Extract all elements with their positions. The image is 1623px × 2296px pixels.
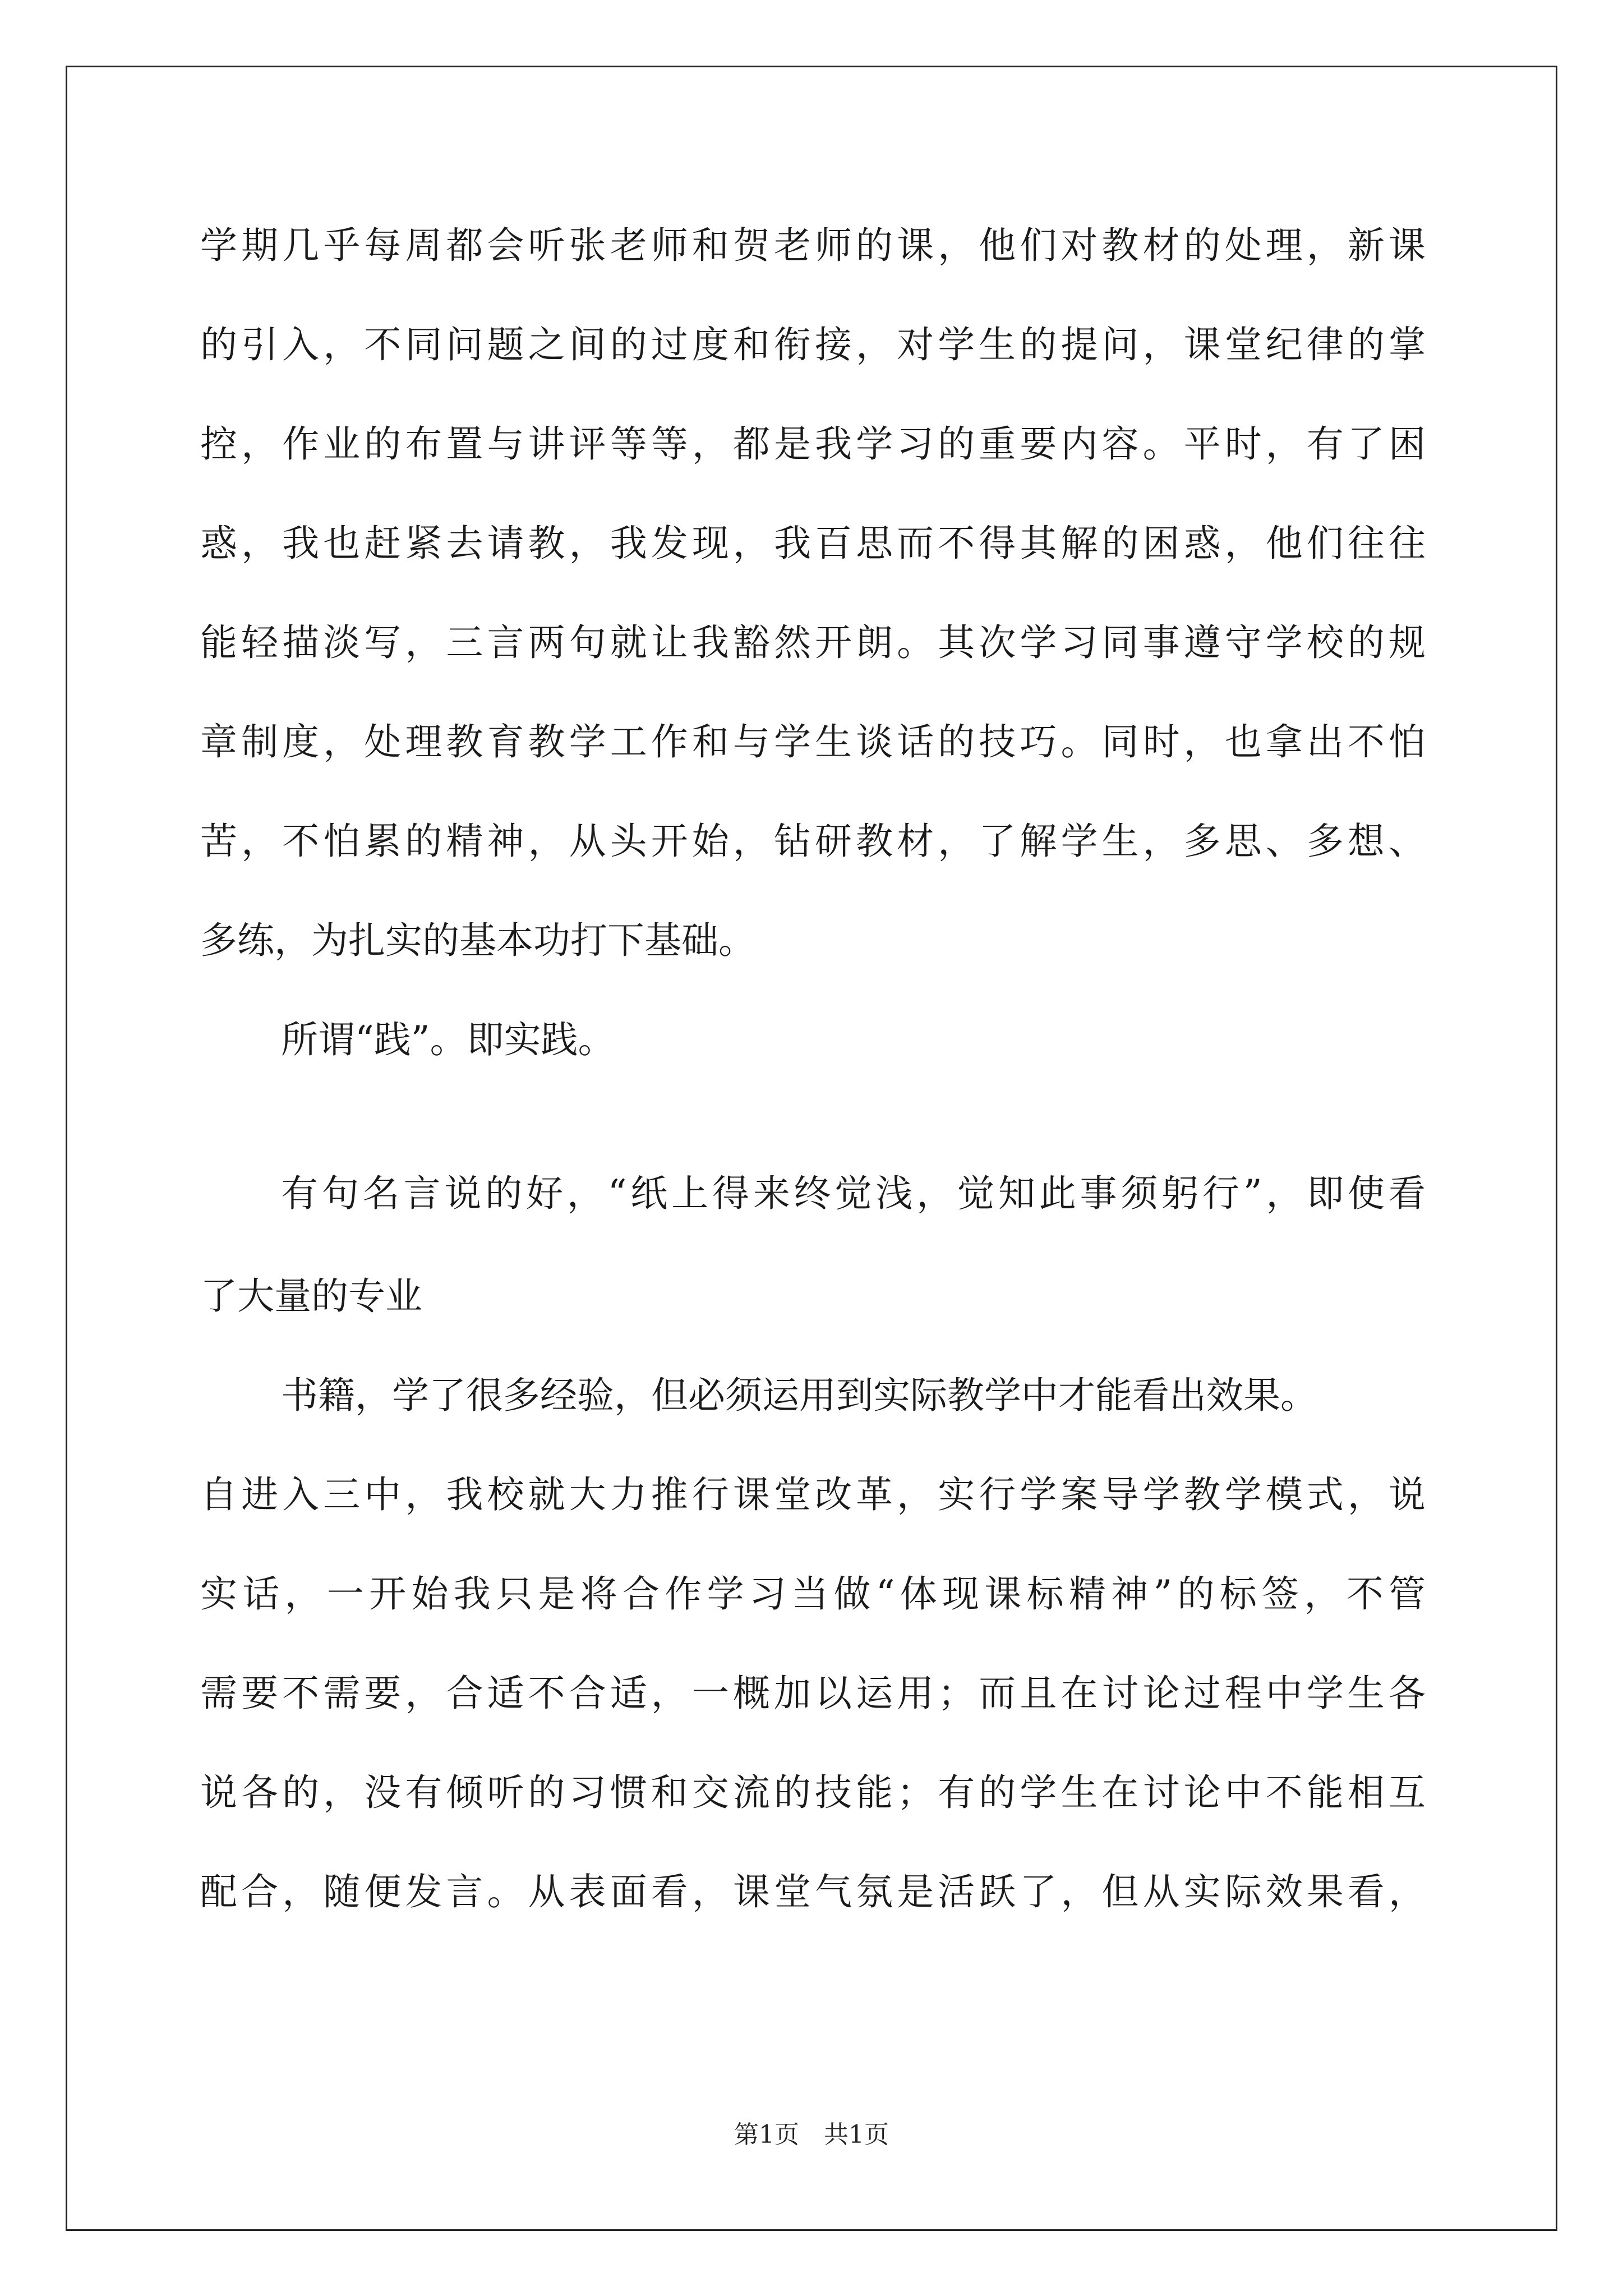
paragraph-line: 了大量的专业 bbox=[200, 1274, 422, 1318]
paragraph-line: 能轻描淡写，三言两句就让我豁然开朗。其次学习同事遵守学校的规 bbox=[200, 621, 1426, 664]
paragraph-line: 惑，我也赶紧去请教，我发现，我百思而不得其解的困惑，他们往往 bbox=[200, 522, 1426, 565]
paragraph-line: 苦，不怕累的精神，从头开始，钻研教材，了解学生，多思、多想、 bbox=[200, 820, 1426, 863]
paragraph-line: 需要不需要，合适不合适，一概加以运用；而且在讨论过程中学生各 bbox=[200, 1672, 1426, 1715]
paragraph-line: 所谓“践”。即实践。 bbox=[281, 1018, 615, 1061]
page-footer: 第1页 共1页 bbox=[734, 2120, 889, 2149]
paragraph-line: 学期几乎每周都会听张老师和贺老师的课，他们对教材的处理，新课 bbox=[200, 224, 1426, 267]
paragraph-line: 配合，随便发言。从表面看，课堂气氛是活跃了，但从实际效果看， bbox=[200, 1870, 1426, 1913]
paragraph-line: 有句名言说的好，“纸上得来终觉浅，觉知此事须躬行”，即使看 bbox=[281, 1172, 1426, 1215]
paragraph-line: 实话，一开始我只是将合作学习当做“体现课标精神”的标签，不管 bbox=[200, 1572, 1426, 1616]
paragraph-line: 说各的，没有倾听的习惯和交流的技能；有的学生在讨论中不能相互 bbox=[200, 1771, 1426, 1814]
paragraph-line: 章制度，处理教育教学工作和与学生谈话的技巧。同时，也拿出不怕 bbox=[200, 720, 1426, 763]
paragraph-line: 的引入，不同问题之间的过度和衔接，对学生的提问，课堂纪律的掌 bbox=[200, 323, 1426, 366]
paragraph-line: 书籍，学了很多经验，但必须运用到实际教学中才能看出效果。 bbox=[281, 1374, 1317, 1417]
paragraph-line: 控，作业的布置与讲评等等，都是我学习的重要内容。平时，有了困 bbox=[200, 422, 1426, 466]
paragraph-line: 自进入三中，我校就大力推行课堂改革，实行学案导学教学模式，说 bbox=[200, 1473, 1426, 1516]
paragraph-line: 多练，为扎实的基本功打下基础。 bbox=[200, 919, 755, 962]
